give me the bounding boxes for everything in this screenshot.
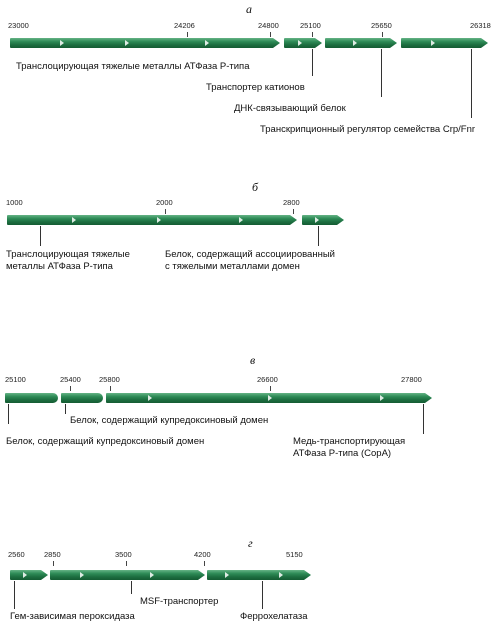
tick-mark bbox=[382, 32, 383, 37]
tick-label: 25100 bbox=[5, 375, 26, 384]
direction-chevron bbox=[148, 395, 152, 401]
panel-letter-a: а bbox=[246, 2, 252, 16]
panel-letter-g: г bbox=[248, 536, 253, 550]
gene-arrow bbox=[106, 393, 432, 403]
direction-chevron bbox=[150, 572, 154, 578]
tick-label: 1000 bbox=[6, 198, 23, 207]
leader-line bbox=[8, 404, 9, 424]
tick-mark bbox=[270, 386, 271, 391]
gene-arrow bbox=[50, 570, 205, 580]
gene-arrow bbox=[207, 570, 311, 580]
gene-arrow bbox=[10, 570, 48, 580]
gene-arrow bbox=[10, 38, 280, 48]
tick-label: 27800 bbox=[401, 375, 422, 384]
gene-annotation: Медь-транспортирующая bbox=[293, 436, 406, 447]
tick-label: 2000 bbox=[156, 198, 173, 207]
gene-annotation: Транслоцирующая тяжелые металлы АТФаза P-типа bbox=[16, 61, 250, 72]
tick-label: 25800 bbox=[99, 375, 120, 384]
direction-chevron bbox=[205, 40, 209, 46]
tick-label: 24800 bbox=[258, 21, 279, 30]
tick-label: 2800 bbox=[283, 198, 300, 207]
direction-chevron bbox=[157, 217, 161, 223]
gene-annotation: Феррохелатаза bbox=[240, 611, 308, 622]
direction-chevron bbox=[80, 572, 84, 578]
direction-chevron bbox=[125, 40, 129, 46]
tick-mark bbox=[270, 32, 271, 37]
direction-chevron bbox=[315, 217, 319, 223]
direction-chevron bbox=[239, 217, 243, 223]
direction-chevron bbox=[60, 40, 64, 46]
tick-label: 26318 bbox=[470, 21, 491, 30]
tick-label: 24206 bbox=[174, 21, 195, 30]
tick-mark bbox=[187, 32, 188, 37]
gene-arrow bbox=[5, 393, 58, 403]
gene-annotation: Белок, содержащий ассоциированный bbox=[165, 249, 335, 260]
gene-annotation: Транскрипционный регулятор семейства Crp/Fnr bbox=[260, 124, 476, 135]
tick-mark bbox=[204, 561, 205, 566]
leader-line bbox=[262, 581, 263, 609]
tick-label: 4200 bbox=[194, 550, 211, 559]
tick-label: 25100 bbox=[300, 21, 321, 30]
tick-mark bbox=[110, 386, 111, 391]
tick-label: 23000 bbox=[8, 21, 29, 30]
direction-chevron bbox=[268, 395, 272, 401]
tick-label: 3500 bbox=[115, 550, 132, 559]
gene-annotation: Белок, содержащий купредоксиновый домен bbox=[6, 436, 205, 447]
leader-line bbox=[14, 581, 15, 609]
leader-line bbox=[381, 49, 382, 97]
direction-chevron bbox=[298, 40, 302, 46]
panel-letter-b: б bbox=[252, 180, 259, 194]
direction-chevron bbox=[431, 40, 435, 46]
gene-annotation: Транспортер катионов bbox=[206, 82, 305, 93]
tick-label: 2850 bbox=[44, 550, 61, 559]
gene-annotation: АТФаза P-типа (CopA) bbox=[293, 448, 392, 459]
gene-arrow bbox=[325, 38, 397, 48]
leader-line bbox=[471, 49, 472, 118]
leader-line bbox=[65, 404, 66, 414]
tick-mark bbox=[293, 209, 294, 214]
gene-annotation: ДНК-связывающий белок bbox=[234, 103, 346, 114]
direction-chevron bbox=[225, 572, 229, 578]
tick-mark bbox=[165, 209, 166, 214]
gene-annotation: Транслоцирующая тяжелые bbox=[6, 249, 130, 260]
gene-arrow bbox=[284, 38, 322, 48]
tick-mark bbox=[53, 561, 54, 566]
gene-annotation: MSF-транспортер bbox=[140, 596, 219, 607]
direction-chevron bbox=[279, 572, 283, 578]
tick-label: 2560 bbox=[8, 550, 25, 559]
gene-annotation: металлы АТФаза P-типа bbox=[6, 261, 113, 272]
panel-letter-v: в bbox=[250, 353, 256, 367]
gene-arrow bbox=[61, 393, 103, 403]
tick-mark bbox=[312, 32, 313, 37]
leader-line bbox=[131, 581, 132, 594]
gene-arrow bbox=[7, 215, 297, 225]
direction-chevron bbox=[72, 217, 76, 223]
tick-mark bbox=[70, 386, 71, 391]
gene-annotation: Гем-зависимая пероксидаза bbox=[10, 611, 135, 622]
direction-chevron bbox=[380, 395, 384, 401]
gene-annotation: Белок, содержащий купредоксиновый домен bbox=[70, 415, 269, 426]
direction-chevron bbox=[353, 40, 357, 46]
tick-mark bbox=[126, 561, 127, 566]
tick-label: 25400 bbox=[60, 375, 81, 384]
tick-label: 26600 bbox=[257, 375, 278, 384]
leader-line bbox=[40, 226, 41, 246]
gene-arrow bbox=[302, 215, 344, 225]
gene-arrow bbox=[401, 38, 488, 48]
leader-line bbox=[423, 404, 424, 434]
gene-annotation: с тяжелыми металлами домен bbox=[165, 261, 300, 272]
direction-chevron bbox=[23, 572, 27, 578]
tick-label: 25650 bbox=[371, 21, 392, 30]
leader-line bbox=[312, 49, 313, 76]
leader-line bbox=[318, 226, 319, 246]
tick-label: 5150 bbox=[286, 550, 303, 559]
